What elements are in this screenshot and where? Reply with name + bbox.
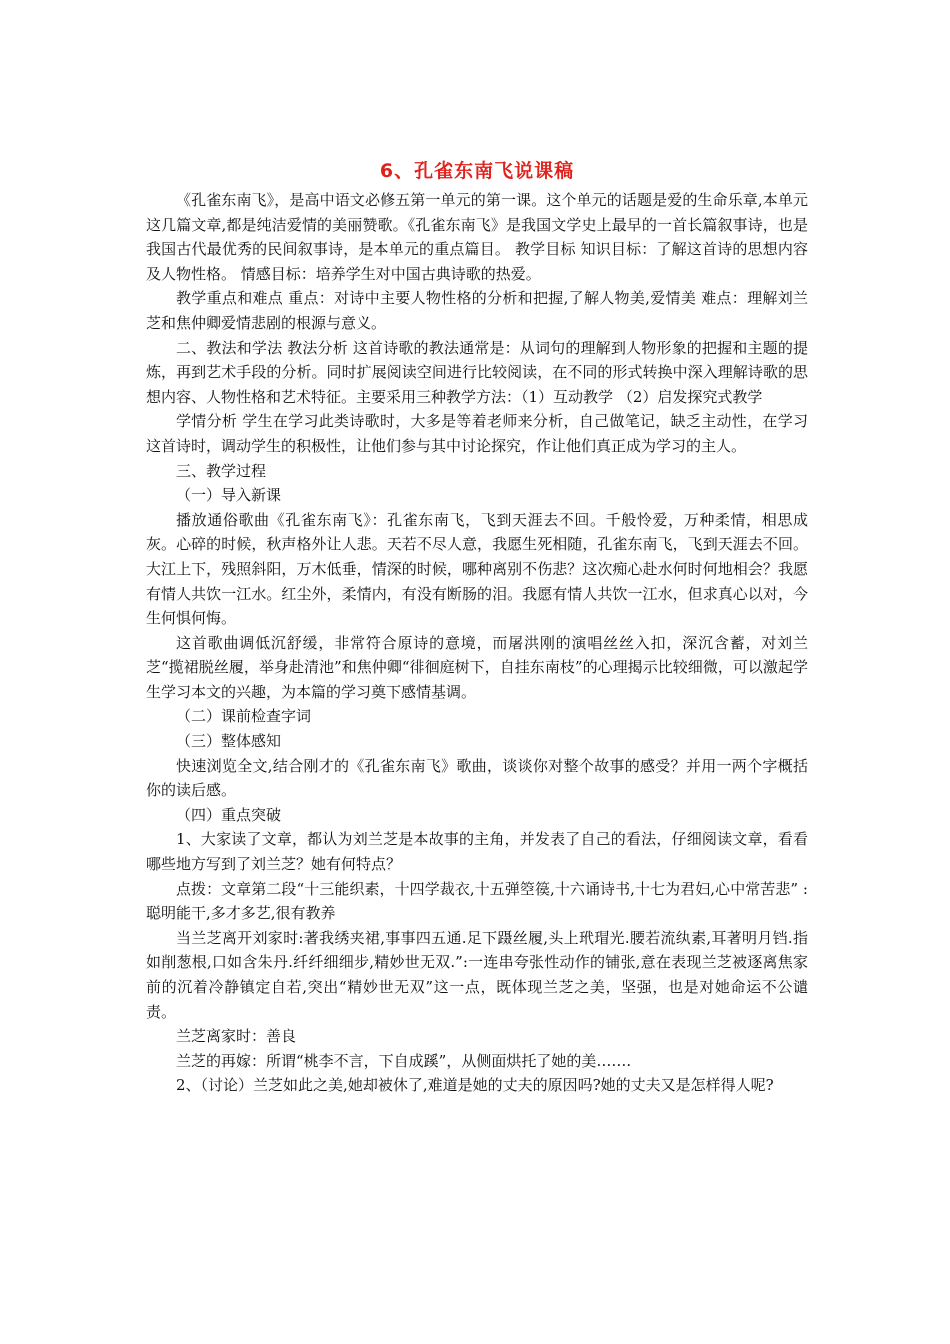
document-title: 6、孔雀东南飞说课稿 [379,160,575,182]
document-page [146,158,808,1098]
paragraph-song-lyrics: 播放通俗歌曲《孔雀东南飞》：孔雀东南飞，飞到天涯去不回。千般怜爱，万种柔情，相思成灰。心碎的时候，秋声格外让人悲。天若不尽人意，我愿生死相随，孔雀东南飞，飞到天涯去不回。大江上下，残照斜阳，万木低垂，情深的时候，哪种离别不伤悲？这次痴心赴水何时何地相会？我愿有情人共饮一江水。红尘外，柔情内，有没有断肠的泪。我愿有情人共饮一江水，但求真心以对，今生何惧何悔。 [146,510,808,628]
subheading-overall: （三）整体感知 [176,732,282,751]
subheading-vocabulary: （二）课前检查字词 [176,707,312,726]
section-heading-process: 三、教学过程 [176,461,267,480]
paragraph-lanzhi-remarry: 兰芝的再嫁：所谓“桃李不言，下自成蹊”，从侧面烘托了她的美……. [176,1051,632,1070]
paragraph-question-1: 1、大家读了文章，都认为刘兰芝是本故事的主角，并发表了自己的看法，仔细阅读文章，看看哪些地方写到了刘兰芝？她有何特点？ [146,830,808,874]
subheading-key-breakthrough: （四）重点突破 [176,805,282,824]
paragraph-song-analysis: 这首歌曲调低沉舒缓，非常符合原诗的意境，而屠洪刚的演唱丝丝入扣，深沉含蓄，对刘兰芝“揽裙脱丝履，举身赴清池”和焦仲卿“徘徊庭树下，自挂东南枝”的心理揭示比较细微，可以激起学生学习本文的兴趣，为本篇的学习奠下感情基调。 [146,633,808,701]
paragraph-question-2: 2、（讨论）兰芝如此之美,她却被休了,难道是她的丈夫的原因吗?她的丈夫又是怎样得人呢? [176,1076,774,1095]
paragraph-lanzhi-kind: 兰芝离家时：善良 [176,1027,297,1046]
paragraph-intro: 《孔雀东南飞》，是高中语文必修五第一单元的第一课。这个单元的话题是爱的生命乐章,本单元这几篇文章,都是纯洁爱情的美丽赞歌。《孔雀东南飞》是我国文学史上最早的一首长篇叙事诗，也是我国古代最优秀的民间叙事诗，是本单元的重点篇目。 教学目标 知识目标：了解这首诗的思想内容及人物性格。 情感目标：培养学生对中国古典诗歌的热爱。 [146,191,808,283]
subheading-intro: （一）导入新课 [176,486,282,505]
paragraph-key-points: 教学重点和难点 重点：对诗中主要人物性格的分析和把握,了解人物美,爱情美 难点：理解刘兰芝和焦仲卿爱情悲剧的根源与意义。 [146,289,808,332]
paragraph-lanzhi-leaving: 当兰芝离开刘家时:著我绣夹裙,事事四五通.足下蹑丝履,头上玳瑁光.腰若流纨素,耳著明月铛.指如削葱根,口如含朱丹.纤纤细细步,精妙世无双.”:一连串夸张性动作的铺张,意在表现兰芝被逐离焦家前的沉着冷静镇定自若,突出“精妙世无双”这一点，既体现兰芝之美，坚强，也是对她命运不公谴责。 [146,928,808,1021]
paragraph-hint: 点拨：文章第二段“十三能织素，十四学裁衣,十五弹箜篌,十六诵诗书,十七为君妇,心中常苦悲” :聪明能干,多才多艺,很有教养 [146,879,808,923]
paragraph-quick-read: 快速浏览全文,结合刚才的《孔雀东南飞》歌曲，谈谈你对整个故事的感受？并用一两个字概括你的读后感。 [146,756,808,800]
paragraph-student-analysis: 学情分析 学生在学习此类诗歌时，大多是等着老师来分析，自己做笔记，缺乏主动性，在学习这首诗时，调动学生的积极性，让他们参与其中讨论探究，作让他们真正成为学习的主人。 [146,412,808,455]
paragraph-teaching-methods: 二、教法和学法 教法分析 这首诗歌的教法通常是：从词句的理解到人物形象的把握和主题的提炼，再到艺术手段的分析。同时扩展阅读空间进行比较阅读，在不同的形式转换中深入理解诗歌的思想内容、人物性格和艺术特征。主要采用三种教学方法：（1）互动教学 （2）启发探究式教学 [146,338,808,406]
